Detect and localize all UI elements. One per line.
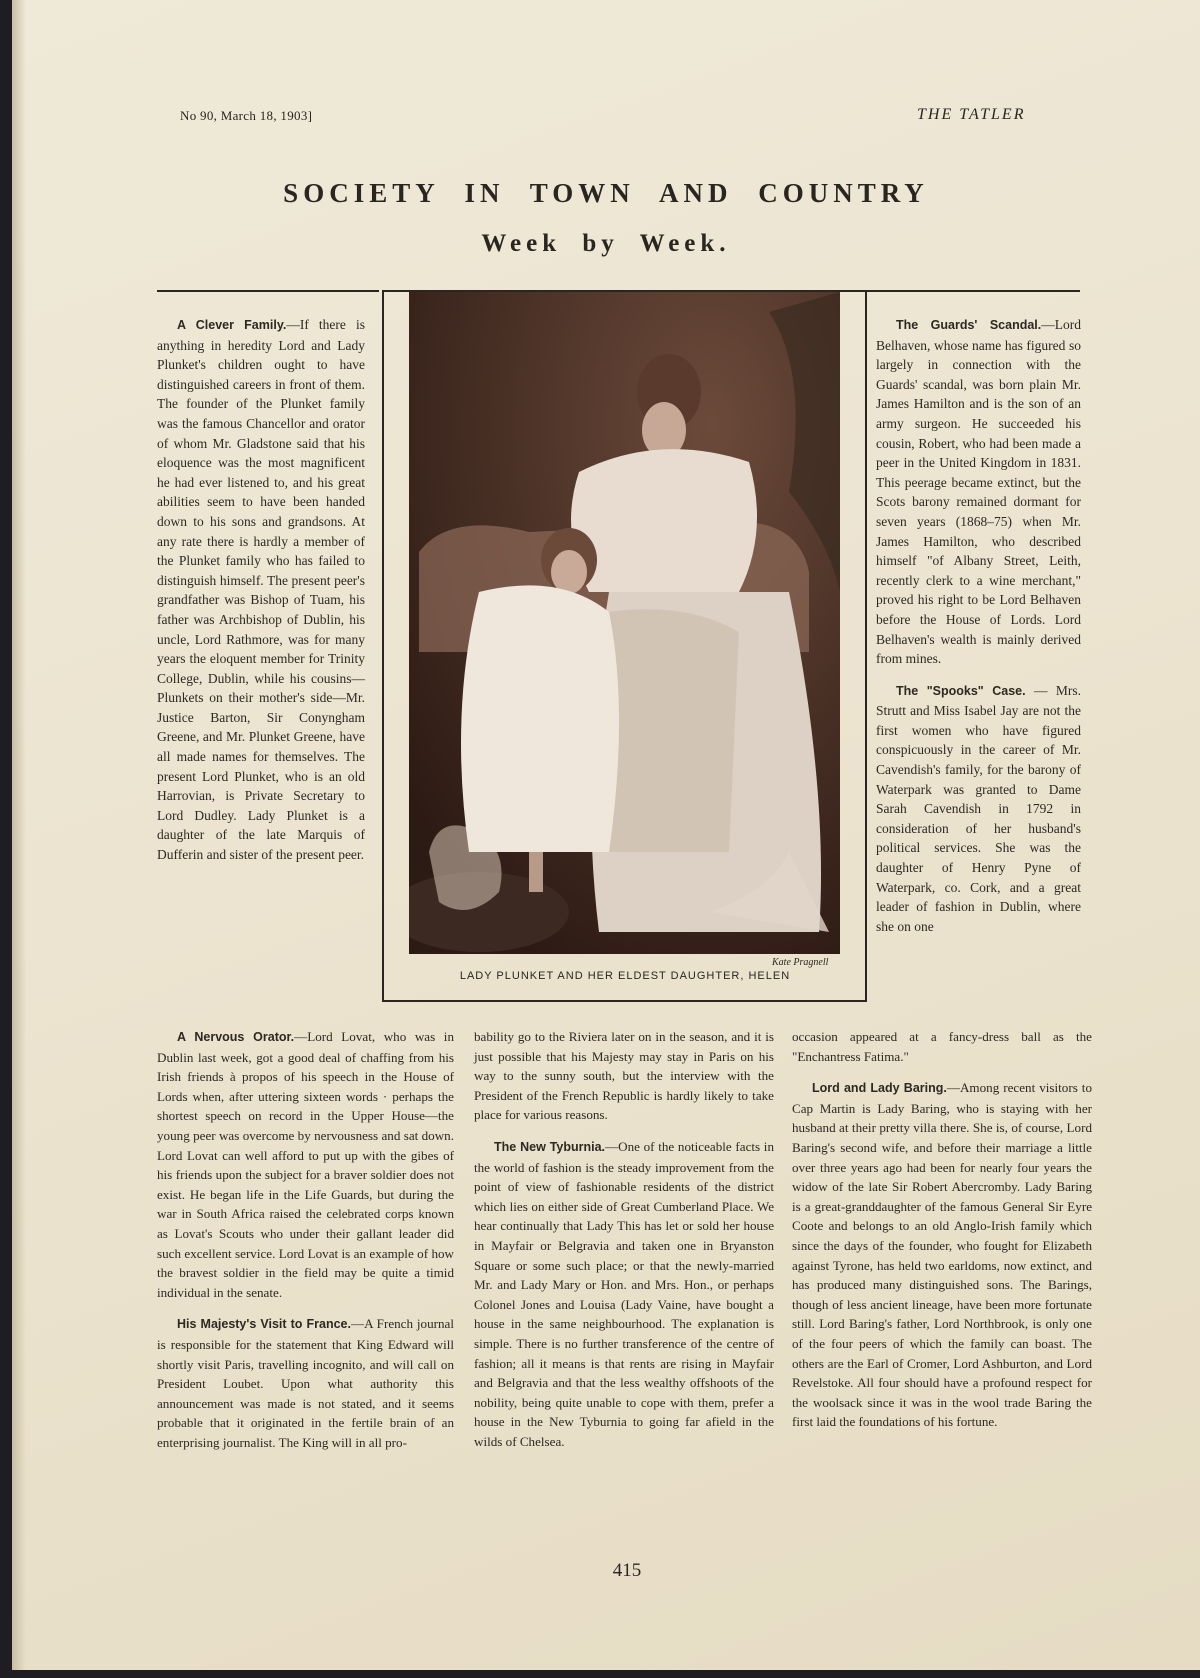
page-title: SOCIETY IN TOWN AND COUNTRY: [283, 178, 929, 208]
page-number: 415: [612, 1560, 642, 1581]
portrait-illustration: [409, 292, 840, 954]
article-body: —One of the noticeable facts in the world of fashion is the steady improvement from the point of view of fashionable residents of the district which lies on either side of Great Cumberland Place. We hear continually that Lady This has let or sold her house in Mayfair or Belgravia and taken one in Bryanston Square or some such place; or that the newly-married Mr. and Lady Mary or Hon. and Mrs. Hon., or perhaps Colonel Jones and Louisa (Lady Vaine, have bought a house in the same neighbourhood. The explanation is simple. There is no further transference of the centre of fashion; all it means is that rents are rising in Mayfair and Belgravia and that the less wealthy offshoots of the nobility, being quite unable to cope with them, prefer a house in the New Tyburnia to going far afield in the wilds of Chelsea.: [474, 1138, 774, 1449]
article-heading: The "Spooks" Case.: [896, 683, 1026, 698]
article-body: —A French journal is responsible for the statement that King Edward will shortly visit Paris, travelling incognito, and will call on President Loubet. Upon what authority this announcement was made is not stated, and it seems probable that it originated in the fertile brain of an enterprising journalist. The King will in all pro-: [157, 1316, 454, 1450]
article-nervous-orator: [157, 1027, 454, 1464]
article-body: —Among recent visitors to Cap Martin is Lady Baring, who is staying with her husband at their pretty villa there. She is, of course, Lord Baring's second wife, and before their marriage a little over three years ago had been for nearly four years the widow of the late Sir Robert Abercromby. Lady Baring is a great-granddaughter of the famous General Sir Eyre Coote and belongs to an old Anglo-Irish family which since the days of the founder, who fought for Elizabeth against Tyrone, has held two earldoms, now extinct, and has produced many distinguished sons. The Barings, though of less ancient lineage, have been more fortunate still. Lord Baring's father, Lord Northbrook, is only one of the four peers of which the family can boast. The others are the Earl of Cromer, Lord Ashburton, and Lord Revelstoke. All four should have a profound respect for the woolsack since it was in the wool trade Baring the first laid the foundations of his fortune.: [792, 1080, 1092, 1430]
left-column-rule: [157, 290, 379, 292]
issue-date-header: No 90, March 18, 1903]: [180, 108, 313, 123]
article-clever-family: [157, 315, 365, 877]
article-body: —If there is anything in heredity Lord and Lady Plunket's children ought to have distinguished careers in front of them. The founder of the Plunket family was the famous Chancellor and orator of whom Mr. Gladstone said that his eloquence was the most magnificent he had ever listened to, and his great abilities seem to have been handed down to his sons and grandsons. At any rate there is hardly a member of the Plunket family who has failed to distinguish himself. The present peer's grandfather was Bishop of Tuam, his father was Archbishop of Dublin, his uncle, Lord Rathmore, was for many years the eloquent member for Trinity College, Dublin, while his cousins—Plunkets on their mother's side—Mr. Justice Barton, Sir Conyngham Greene, and Mr. Plunket Greene, have all made names for themselves. The present Lord Plunket, who is an old Harrovian, is Private Secretary to Lord Dudley. Lady Plunket is a daughter of the late Marquis of Dufferin and sister of the present peer.: [157, 317, 365, 863]
photo-credit: Kate Pragnell: [772, 957, 829, 968]
article-heading: Lord and Lady Baring.: [812, 1081, 947, 1096]
article-body: occasion appeared at a fancy-dress ball as the "Enchantress Fatima.": [792, 1029, 1092, 1064]
article-lord-lady-baring: [792, 1027, 1092, 1444]
article-heading: The New Tyburnia.: [494, 1139, 606, 1154]
article-heading: The Guards' Scandal.: [896, 318, 1042, 332]
article-body: bability go to the Riviera later on in the season, and it is just possible that his Majesty may stay in Paris on his way to the sunny south, but the interview with the President of the French Republic is hardly likely to take place for various reasons.: [474, 1029, 774, 1123]
article-heading: A Clever Family.: [177, 318, 287, 332]
article-guards-scandal: [876, 315, 1081, 936]
article-heading: A Nervous Orator.: [177, 1030, 295, 1044]
photo-caption: LADY PLUNKET AND HER ELDEST DAUGHTER, HELEN: [459, 970, 791, 982]
article-body: —Lord Belhaven, whose name has figured so largely in connection with the Guards' scandal, was born plain Mr. James Hamilton and is the son of an army surgeon. He succeeded his cousin, Robert, who had been made a peer in the United Kingdom in 1831. This peerage became extinct, but the Scots barony remained dormant for seven years (1868–75) when Mr. James Hamilton, who described himself "of Albany Street, Leith, recently clerk to a wine merchant," proved his right to be Lord Belhaven before the House of Lords. Lord Belhaven's wealth is mainly derived from mines.: [876, 317, 1081, 667]
article-body: —Lord Lovat, who was in Dublin last week, got a good deal of chaffing from his Irish friends à propos of his speech in the House of Lords when, after uttering sixteen words · perhaps the shortest speech on record in the Upper House—the young peer was overcome by nervousness and sat down. Lord Lovat can well afford to put up with the gibes of his friends upon the subject for a braver soldier does not exist. He began life in the Life Guards, but during the war in South Africa raised the celebrated corps known as Lovat's Scouts who under their gallant leader did such excellent service. Lord Lovat is an example of how the bravest soldier in the field may be quite a timid individual in the senate.: [157, 1029, 454, 1300]
article-new-tyburnia: [474, 1027, 774, 1463]
article-body: — Mrs. Strutt and Miss Isabel Jay are not the first women who have figured conspicuously in the career of Mr. Cavendish's family, for the barony of Waterpark was granted to Dame Sarah Cavendish in 1792 in consideration of her husband's political services. She was the daughter of Henry Pyne of Waterpark, co. Cork, and a great leader of fashion in Dublin, where she on one: [876, 682, 1081, 934]
magazine-page: [12, 0, 1200, 1670]
article-heading: His Majesty's Visit to France.: [177, 1317, 351, 1332]
publication-name-header: THE TATLER: [917, 106, 1026, 123]
portrait-photo: [409, 292, 840, 954]
page-subtitle: Week by Week.: [481, 230, 731, 257]
right-column-rule: [848, 290, 1080, 292]
